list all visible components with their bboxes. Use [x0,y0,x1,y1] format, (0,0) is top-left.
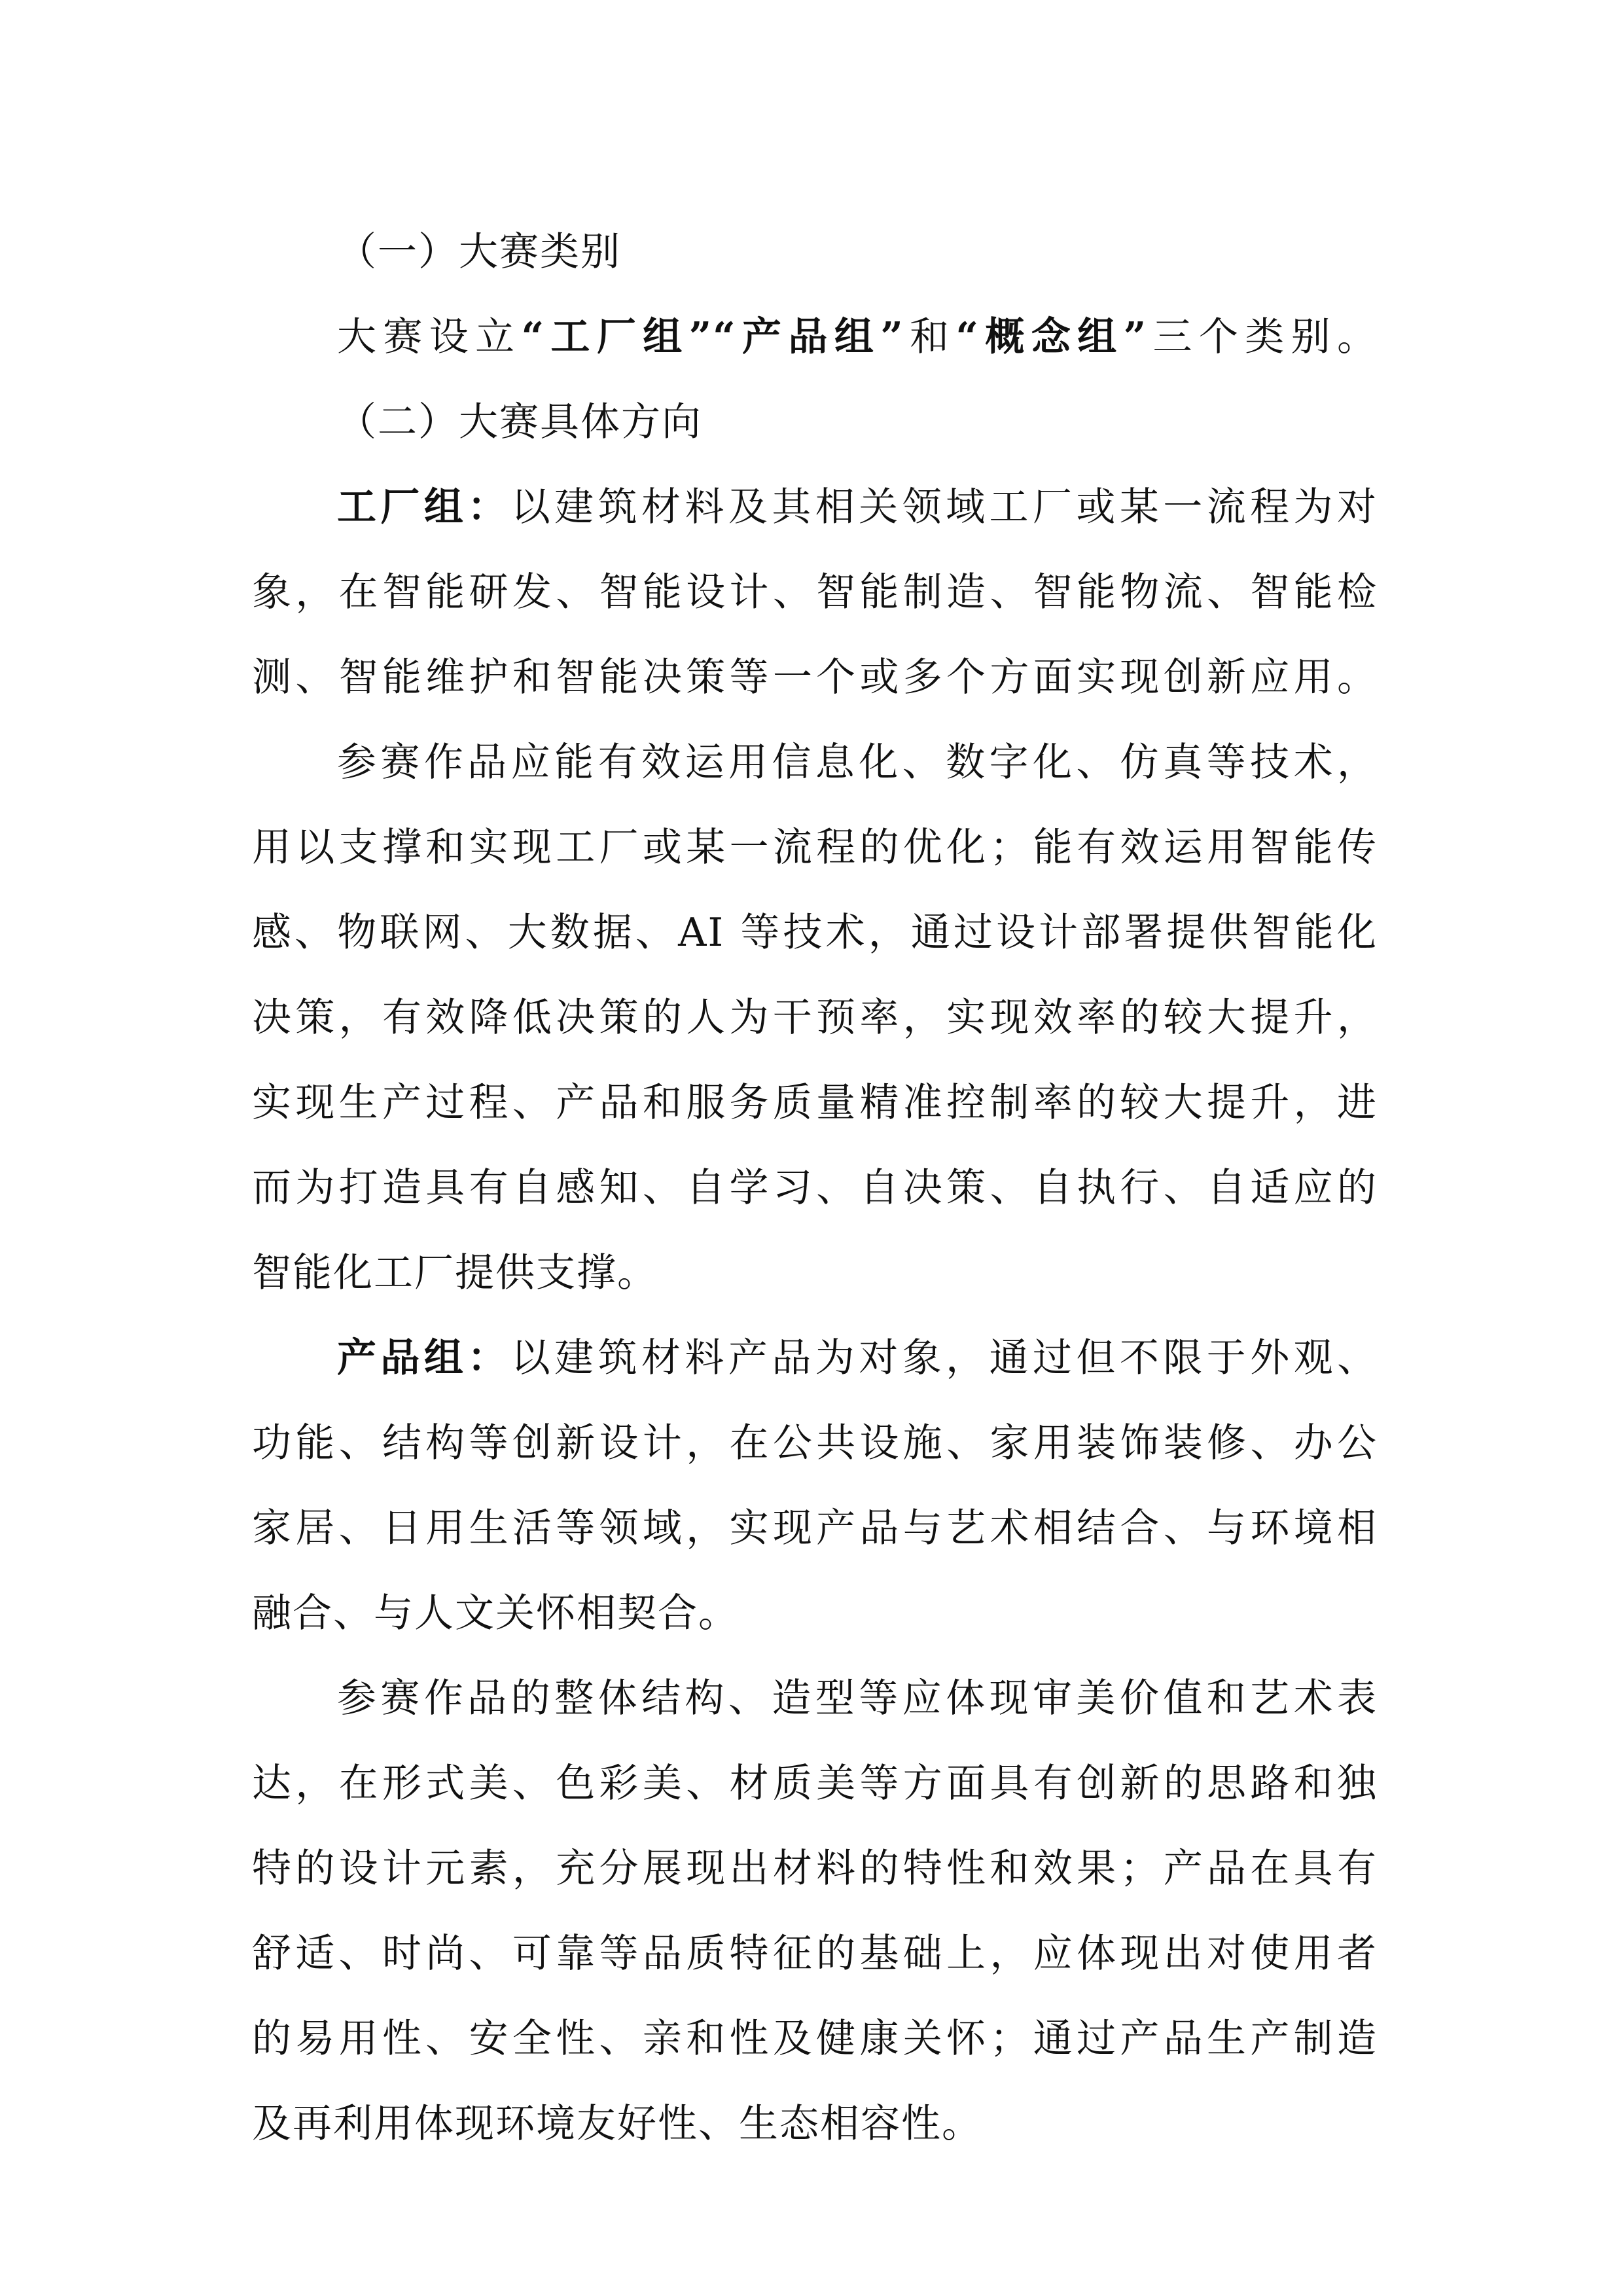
factory-paragraph-line: 象，在智能研发、智能设计、智能制造、智能物流、智能检 [252,569,1378,615]
product-paragraph-line: 家居、日用生活等领域，实现产品与艺术相结合、与环境相 [252,1505,1378,1551]
product-req-line: 参赛作品的整体结构、造型等应体现审美价值和艺术表 [337,1676,1378,1721]
categories-mid: 和 [904,314,956,360]
categories-prefix: 大赛设立 [337,314,522,360]
heading-directions: （二）大赛具体方向 [337,399,702,445]
product-req-line: 达，在形式美、色彩美、材质美等方面具有创新的思路和独 [252,1761,1378,1806]
factory-req-line: 决策，有效降低决策的人为干预率，实现效率的较大提升， [252,995,1378,1041]
category-concept: 概念组 [980,314,1124,360]
quote-open: “ [521,314,546,360]
quote-open: “ [955,314,980,360]
category-factory: 工厂组 [545,314,689,360]
product-paragraph-line: 功能、结构等创新设计，在公共设施、家用装饰装修、办公 [252,1420,1378,1466]
quote-open: “ [713,314,737,360]
factory-paragraph-line: 测、智能维护和智能决策等一个或多个方面实现创新应用。 [252,655,1378,700]
product-req-line: 的易用性、安全性、亲和性及健康关怀；通过产品生产制造 [252,2016,1378,2062]
product-req-line: 特的设计元素，充分展现出材料的特性和效果；产品在具有 [252,1846,1378,1892]
factory-text: 以建筑材料及其相关领域工厂或某一流程为对 [510,484,1378,530]
quote-close: ” [1123,314,1148,360]
quote-close: ” [880,314,904,360]
factory-req-line: 用以支撑和实现工厂或某一流程的优化；能有效运用智能传 [252,825,1378,870]
factory-label: 工厂组： [337,484,511,530]
product-paragraph-line [337,1316,1378,1401]
heading-categories: （一）大赛类别 [337,229,621,275]
categories-paragraph [337,295,1378,380]
product-req-line: 及再利用体现环境友好性、生态相容性。 [252,2101,982,2147]
factory-req-line: 智能化工厂提供支撑。 [252,1250,658,1296]
factory-paragraph-line [337,465,1378,550]
product-text: 以建筑材料产品为对象，通过但不限于外观、 [510,1335,1378,1381]
category-product: 产品组 [736,314,881,360]
factory-req-line: 感、物联网、大数据、AI 等技术，通过设计部署提供智能化 [252,910,1378,956]
product-req-line: 舒适、时尚、可靠等品质特征的基础上，应体现出对使用者 [252,1931,1378,1977]
product-label: 产品组： [337,1335,511,1381]
factory-req-line: 参赛作品应能有效运用信息化、数字化、仿真等技术， [337,740,1378,785]
factory-req-line: 实现生产过程、产品和服务质量精准控制率的较大提升，进 [252,1080,1378,1126]
categories-suffix: 三个类别。 [1147,314,1378,360]
factory-req-line: 而为打造具有自感知、自学习、自决策、自执行、自适应的 [252,1165,1378,1211]
product-paragraph-line: 融合、与人文关怀相契合。 [252,1590,739,1636]
quote-close: ” [688,314,713,360]
